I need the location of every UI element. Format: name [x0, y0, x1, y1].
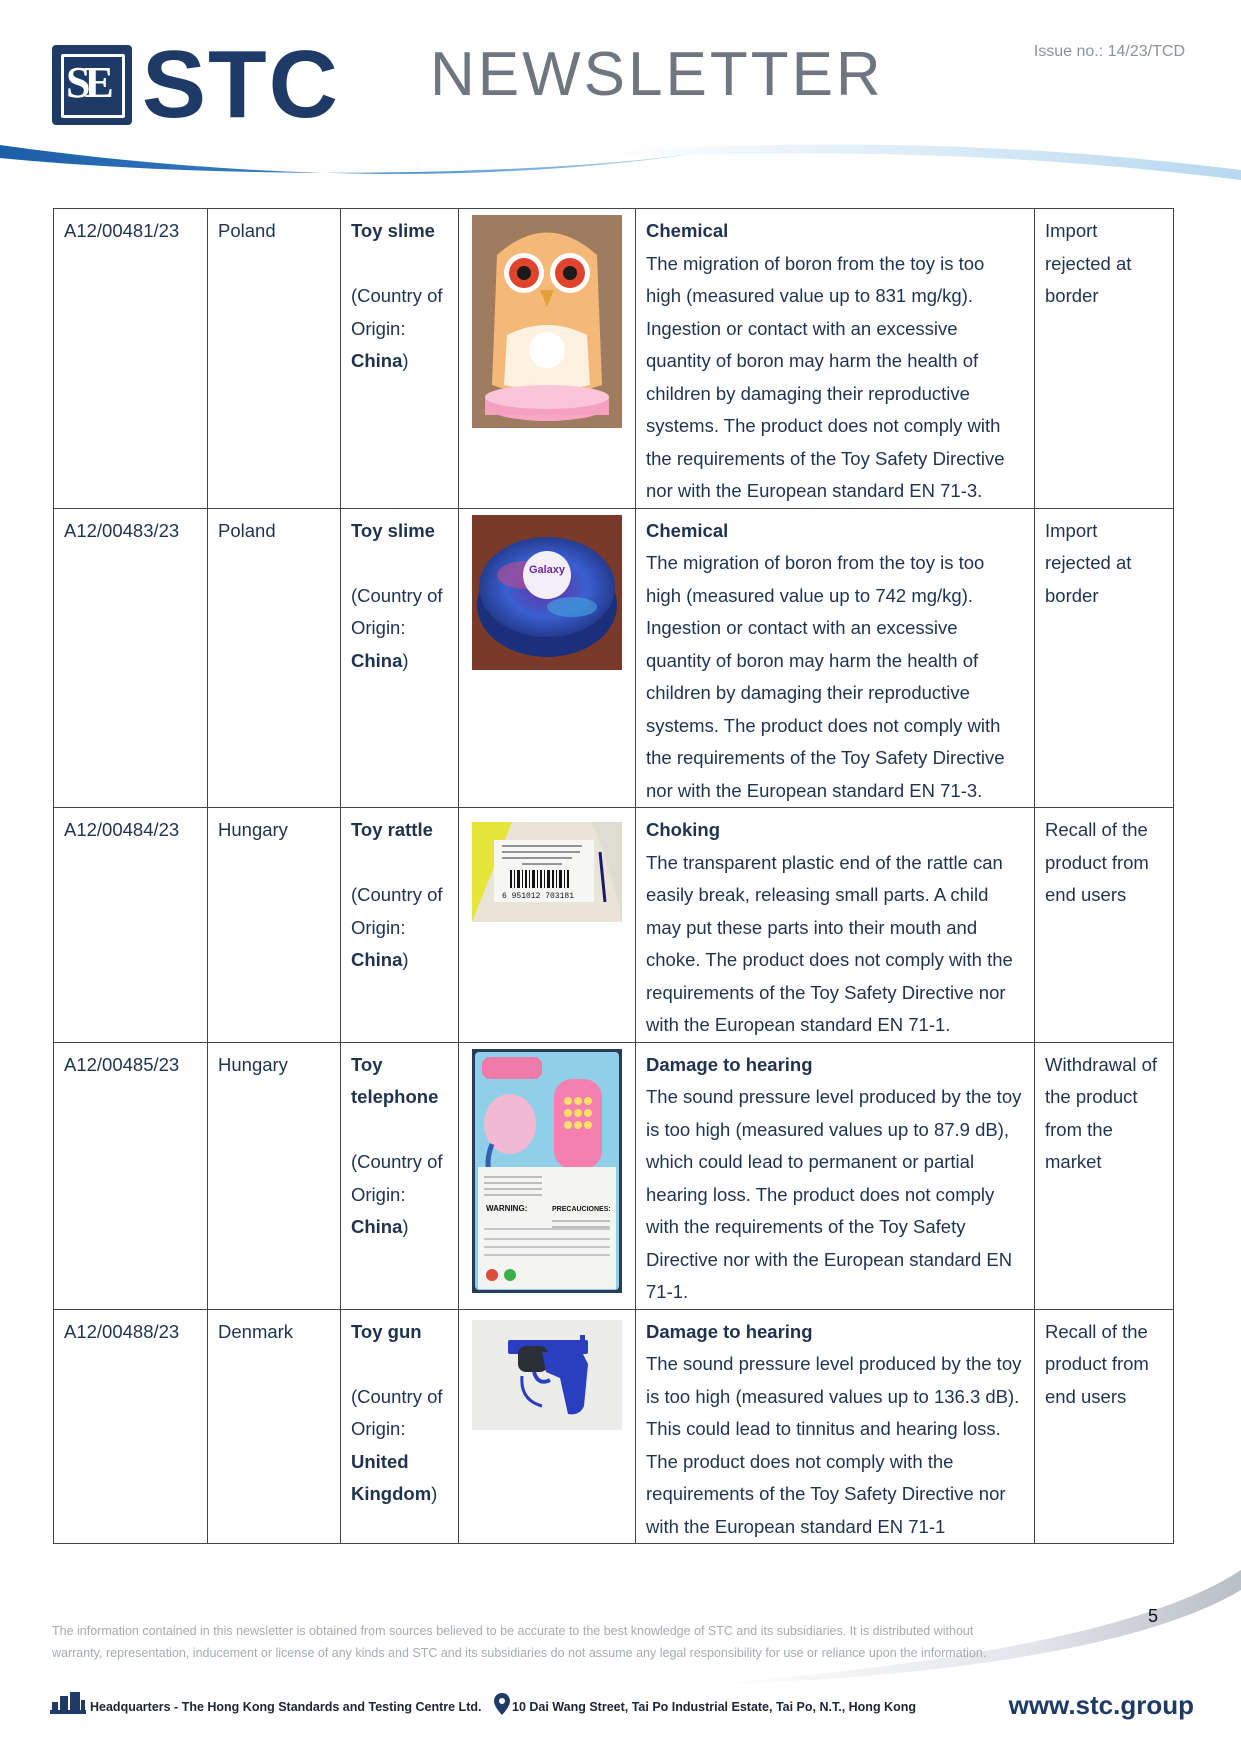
footer-bar: [50, 1690, 1194, 1720]
table-row: [54, 1309, 1174, 1544]
table-row: [54, 1042, 1174, 1309]
product-cell: Toy rattle (Country of Origin: China): [341, 808, 459, 1043]
product-image-cell: [459, 808, 636, 1043]
risk-cell: [636, 209, 1035, 509]
owl-slime-image: [472, 215, 622, 428]
risk-cell: [636, 1042, 1035, 1309]
toy-gun-image: [472, 1320, 622, 1430]
risk-type: Chemical: [646, 220, 729, 241]
origin-label: (Country of Origin:: [351, 1385, 443, 1439]
measure-taken: Recall of the product from end users: [1035, 808, 1174, 1043]
product-name: Toy gun: [351, 1320, 422, 1342]
notification-id: A12/00488/23: [54, 1309, 208, 1544]
disclaimer-text: The information contained in this newsletter is obtained from sources believed to be accurate to the best knowledge of STC and its subsidiaries. It is distributed without warranty, representation, inducement or license of any kinds and STC and its subsidiaries do not assume any legal responsibility for use or reliance upon the information.: [52, 1624, 987, 1660]
risk-description: The migration of boron from the toy is too high (measured value up to 742 mg/kg). Ingestion or contact with an excessive quantity of boron may harm the health of children by damaging their reproductive systems. The product does not comply with the requirements of the Toy Safety Directive nor with the European standard EN 71-3.: [646, 552, 1005, 801]
product-cell: Toy gun (Country of Origin: United Kingdom): [341, 1309, 459, 1544]
risk-type: Damage to hearing: [646, 1053, 813, 1075]
product-name: Toy slime: [351, 220, 435, 241]
notification-id: A12/00485/23: [54, 1042, 208, 1309]
product-name: Toy telephone: [351, 1053, 439, 1107]
product-name: Toy rattle: [351, 819, 433, 840]
notification-id: A12/00483/23: [54, 508, 208, 808]
rattle-barcode-image: [472, 822, 622, 922]
location-pin-icon: [494, 1693, 510, 1715]
warning-label-text: WARNING:: [486, 1203, 528, 1213]
building-icon: [50, 1692, 86, 1714]
table-row: [54, 209, 1174, 509]
origin-label: (Country of Origin:: [351, 884, 443, 938]
notifying-country: Denmark: [208, 1309, 341, 1544]
product-image-cell: [459, 508, 636, 808]
stc-logo-mark: SE: [52, 45, 132, 125]
origin-country: China: [351, 350, 403, 371]
galaxy-label-text: Galaxy: [528, 563, 566, 576]
risk-cell: [636, 508, 1035, 808]
product-name: Toy slime: [351, 519, 435, 541]
risk-description: The sound pressure level produced by the toy is too high (measured values up to 87.9 dB), which could lead to permanent or partial hearing loss. The product does not comply with the requirements of the Toy Safety Directive nor with the European standard EN 71-1.: [646, 1086, 1022, 1302]
measure-taken: Import rejected at border: [1035, 209, 1174, 509]
galaxy-slime-image: [472, 515, 622, 670]
barcode-number-text: 6 951012 703181: [501, 892, 575, 901]
risk-type: Damage to hearing: [646, 1320, 813, 1342]
website-link[interactable]: www.stc.group: [1008, 1690, 1194, 1720]
origin-country: China: [351, 1216, 403, 1237]
origin-label: (Country of Origin:: [351, 584, 443, 638]
risk-type: Choking: [646, 819, 720, 840]
notifying-country: Hungary: [208, 808, 341, 1043]
rapex-table: [53, 208, 1174, 1544]
risk-description: The sound pressure level produced by the toy is too high (measured values up to 136.3 dB). This could lead to tinnitus and hearing loss. The product does not comply with the requirements of the Toy Safety Directive nor with the European standard EN 71-1: [646, 1353, 1022, 1537]
risk-cell: [636, 1309, 1035, 1544]
stc-logo: [52, 31, 352, 138]
risk-description: The migration of boron from the toy is too high (measured value up to 831 mg/kg). Ingestion or contact with an excessive quantity of boron may harm the health of children by damaging their reproductive systems. The product does not comply with the requirements of the Toy Safety Directive nor with the European standard EN 71-3.: [646, 252, 1005, 501]
origin-country: United Kingdom: [351, 1450, 432, 1504]
origin-country: China: [351, 649, 403, 671]
notifying-country: Hungary: [208, 1042, 341, 1309]
risk-cell: [636, 808, 1035, 1043]
table-row: [54, 808, 1174, 1043]
stc-logo-text: STC: [142, 31, 340, 138]
product-image-cell: [459, 1309, 636, 1544]
issue-number: Issue no.: 14/23/TCD: [1033, 43, 1185, 60]
header-swoosh: [0, 140, 1241, 200]
measure-taken: Withdrawal of the product from the market: [1035, 1042, 1174, 1309]
table-row: [54, 508, 1174, 808]
notifying-country: Poland: [208, 508, 341, 808]
product-image-cell: [459, 1042, 636, 1309]
risk-type: Chemical: [646, 519, 729, 541]
measure-taken: Recall of the product from end users: [1035, 1309, 1174, 1544]
product-cell: Toy telephone (Country of Origin: China): [341, 1042, 459, 1309]
measure-taken: Import rejected at border: [1035, 508, 1174, 808]
page-number: 5: [1148, 1606, 1159, 1626]
product-image-cell: [459, 209, 636, 509]
origin-label: (Country of Origin:: [351, 1151, 443, 1205]
notification-id: A12/00484/23: [54, 808, 208, 1043]
precaution-label-text: PRECAUCIONES:: [552, 1205, 611, 1213]
product-cell: Toy slime (Country of Origin: China): [341, 508, 459, 808]
toy-telephone-image: [472, 1049, 622, 1293]
newsletter-title: NEWSLETTER: [430, 40, 884, 109]
origin-label: (Country of Origin:: [351, 285, 443, 339]
address-text: 10 Dai Wang Street, Tai Po Industrial Estate, Tai Po, N.T., Hong Kong: [512, 1700, 916, 1714]
risk-description: The transparent plastic end of the rattle can easily break, releasing small parts. A child may put these parts into their mouth and choke. The product does not comply with the requirements of the Toy Safety Directive nor with the European standard EN 71-1.: [646, 851, 1013, 1035]
product-cell: Toy slime (Country of Origin: China): [341, 209, 459, 509]
notification-id: A12/00481/23: [54, 209, 208, 509]
origin-country: China: [351, 949, 403, 970]
headquarters-text: Headquarters - The Hong Kong Standards and Testing Centre Ltd.: [90, 1700, 482, 1714]
notifying-country: Poland: [208, 209, 341, 509]
